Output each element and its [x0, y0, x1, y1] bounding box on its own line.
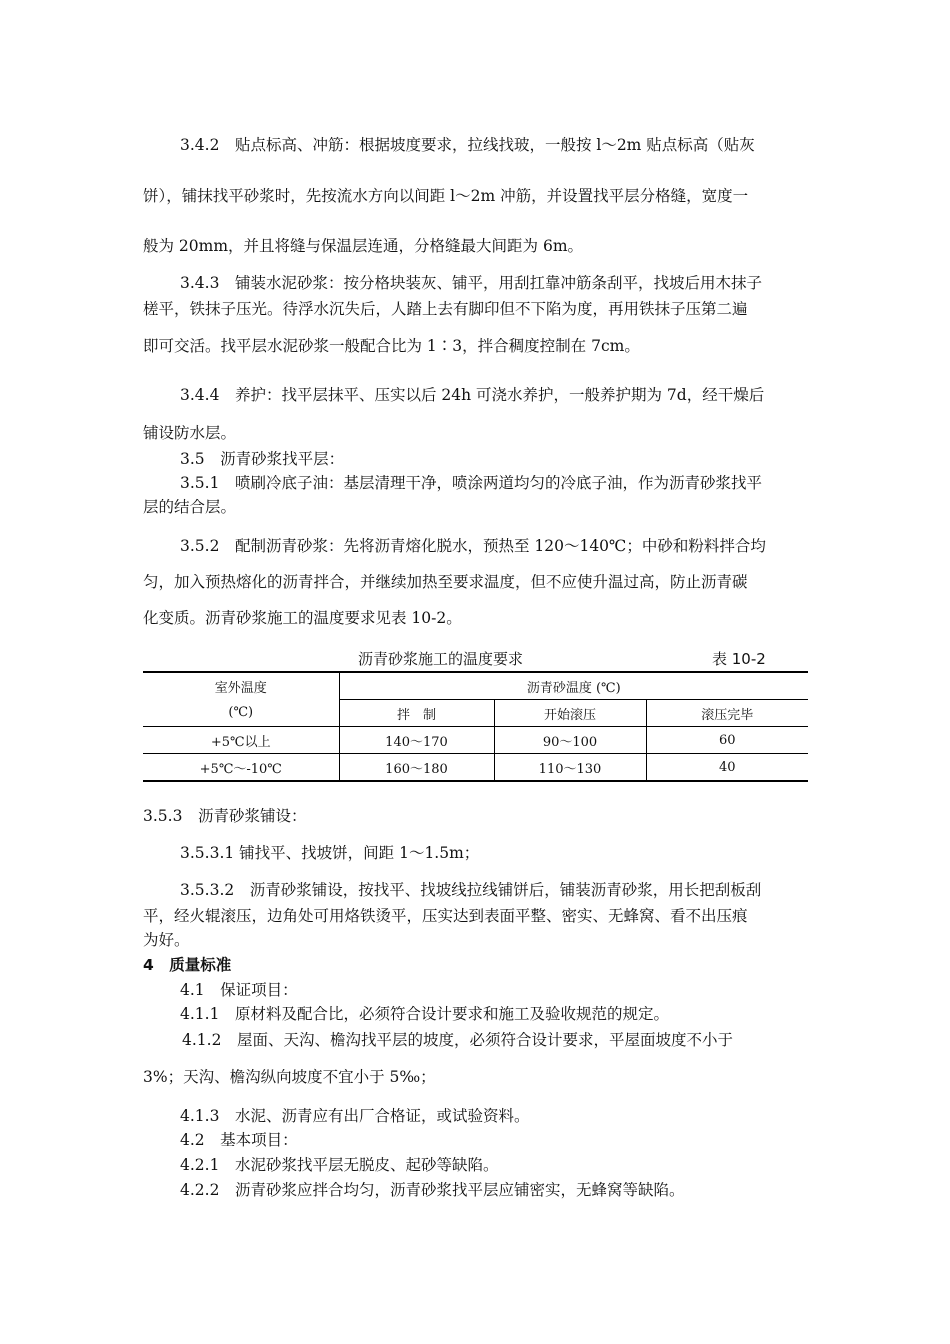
cell-mixing: 160～180	[339, 754, 494, 782]
cell-roll-start: 90～100	[494, 727, 646, 754]
para-3-4-3-line-2: 槎平，铁抹子压光。待浮水沉失后，人踏上去有脚印但不下陷为度，再用铁抹子压第二遍	[143, 300, 748, 318]
para-3-5-3-2-line-1: 3.5.3.2 沥青砂浆铺设，按找平、找坡线拉线铺饼后，铺装沥青砂浆，用长把刮板刮	[180, 881, 762, 899]
para-3-5-2-line-2: 匀，加入预热熔化的沥青拌合，并继续加热至要求温度，但不应使升温过高，防止沥青碳	[143, 573, 748, 591]
para-3-5-1-line-2: 层的结合层。	[143, 498, 237, 516]
para-3-5-3-1: 3.5.3.1 铺找平、找坡饼，间距 1～1.5m；	[180, 844, 480, 862]
para-3-5-3-2-line-2: 平，经火辊滚压，边角处可用烙铁烫平，压实达到表面平整、密实、无蜂窝、看不出压痕	[143, 907, 748, 925]
para-4-1-1: 4.1.1 原材料及配合比，必须符合设计要求和施工及验收规范的规定。	[180, 1005, 669, 1023]
heading-3-5-3: 3.5.3 沥青砂浆铺设：	[143, 807, 307, 825]
para-4-2-1: 4.2.1 水泥砂浆找平层无脱皮、起砂等缺陷。	[180, 1156, 499, 1174]
table-row	[143, 727, 808, 754]
para-4-1-3: 4.1.3 水泥、沥青应有出厂合格证，或试验资料。	[180, 1107, 530, 1125]
para-3-4-3-line-1: 3.4.3 铺装水泥砂浆：按分格块装灰、铺平，用刮扛靠冲筋条刮平，找坡后用木抹子	[180, 274, 762, 292]
para-3-5-1-line-1: 3.5.1 喷刷冷底子油：基层清理干净，喷涂两道均匀的冷底子油，作为沥青砂浆找平	[180, 474, 762, 492]
heading-4: 4 质量标准	[143, 956, 232, 974]
cell-roll-start: 110～130	[494, 754, 646, 782]
para-3-4-4-line-2: 铺设防水层。	[143, 424, 237, 442]
heading-4-2: 4.2 基本项目：	[180, 1131, 298, 1149]
heading-4-1: 4.1 保证项目：	[180, 981, 298, 999]
para-3-4-4-line-1: 3.4.4 养护：找平层抹平、压实以后 24h 可浇水养护，一般养护期为 7d，经干燥后	[180, 386, 765, 404]
header-roll-end: 滚压完毕	[646, 700, 808, 727]
header-outdoor-temp: 室外温度	[143, 672, 339, 700]
para-3-5-2-line-3: 化变质。沥青砂浆施工的温度要求见表 10-2。	[143, 609, 462, 627]
para-4-1-2-line-2: 3%；天沟、檐沟纵向坡度不宜小于 5‰；	[143, 1068, 436, 1086]
temperature-table	[143, 671, 808, 782]
para-4-2-2: 4.2.2 沥青砂浆应拌合均匀，沥青砂浆找平层应铺密实，无蜂窝等缺陷。	[180, 1181, 685, 1199]
table-row	[143, 754, 808, 782]
para-3-4-2-line-3: 般为 20mm，并且将缝与保温层连通，分格缝最大间距为 6m。	[143, 237, 584, 255]
header-unit: (℃)	[143, 700, 339, 727]
cell-mixing: 140～170	[339, 727, 494, 754]
table-number: 表 10-2	[712, 650, 766, 668]
cell-outdoor: +5℃以上	[143, 727, 339, 754]
para-3-4-3-line-3: 即可交活。找平层水泥砂浆一般配合比为 1∶3，拌合稠度控制在 7cm。	[143, 337, 640, 355]
cell-outdoor: +5℃～-10℃	[143, 754, 339, 782]
table-title: 沥青砂浆施工的温度要求	[358, 650, 524, 668]
para-3-5-3-2-line-3: 为好。	[143, 931, 190, 949]
header-mixing: 拌 制	[339, 700, 494, 727]
header-roll-start: 开始滚压	[494, 700, 646, 727]
heading-3-5: 3.5 沥青砂浆找平层：	[180, 450, 345, 468]
para-3-4-2-line-1: 3.4.2 贴点标高、冲筋：根据坡度要求，拉线找玻，一般按 l～2m 贴点标高（贴灰	[180, 136, 755, 154]
para-4-1-2-line-1: 4.1.2 屋面、天沟、檐沟找平层的坡度，必须符合设计要求，平屋面坡度不小于	[182, 1031, 733, 1049]
para-3-4-2-line-2: 饼），铺抹找平砂浆时，先按流水方向以间距 l～2m 冲筋，并设置找平层分格缝，宽度一	[143, 187, 749, 205]
cell-roll-end: 60	[646, 727, 808, 754]
para-3-5-2-line-1: 3.5.2 配制沥青砂浆：先将沥青熔化脱水，预热至 120～140℃；中砂和粉料拌合均	[180, 537, 766, 555]
header-asphalt-temp: 沥青砂温度 (℃)	[339, 672, 808, 700]
cell-roll-end: 40	[646, 754, 808, 782]
